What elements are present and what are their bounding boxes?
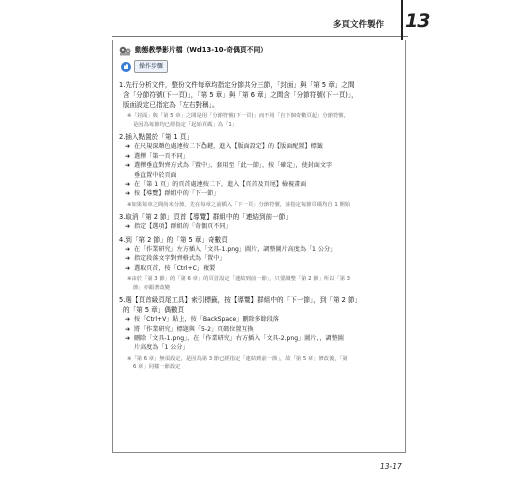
step-note: ※由於「第 3 節」的「第 6 章」的頁首設定「連結到前一節」，只要調整「第 2 節」所以「第 3	[127, 276, 351, 283]
step-note: ※「第 6 章」無須設定，是因為第 3 節已經指定「連結到前一節」，故「第 5 章」修改後，「第	[127, 355, 348, 362]
sub-step: ➔ 在尺規深顏色處連按二下 鍵，進入【版面設定】的【版面配置】標籤	[125, 143, 323, 151]
sub-step: ➔ 選擇垂直對齊方式為「置中」，套用至「此一節」，按「確定」，使封面文字	[125, 162, 333, 170]
sub-step: ➔ 選擇「第一頁不同」	[125, 152, 189, 160]
sub-step: ➔ 選取頁首，按「Ctrl+C」複製	[125, 264, 216, 272]
steps-hand-icon	[121, 62, 131, 72]
chapter-number: 13	[405, 10, 430, 32]
step-heading: 5.選【頁首級頁尾工具】索引標籤，按【導覽】群組中的「下一節」，到「第 2 節」	[119, 296, 362, 305]
running-header-title: 多頁文件製作	[333, 20, 385, 30]
arrow-icon: ➔	[125, 316, 131, 324]
step-5	[119, 295, 399, 372]
sub-step: ➔ 指定【選項】群組的「奇偶頁不同」	[125, 223, 232, 231]
arrow-icon: ➔	[125, 255, 131, 263]
step-2	[119, 132, 399, 209]
step-heading: 4.到「第 2 節」的「第 5 章」奇數頁	[119, 235, 228, 244]
sub-step: ➔ 指定段落文字對齊格式為「置中」	[125, 255, 226, 263]
page-number: 13-17	[380, 462, 402, 471]
step-note: 是因為每節均已經指定「起始頁碼」為「1」	[133, 121, 238, 128]
step-continuation: 含「分節符號(下一頁)」，「第 5 章」與「第 6 章」之間含「分節符號(下一頁)」，	[123, 91, 358, 100]
arrow-icon: ➔	[125, 264, 131, 272]
sub-step-continuation: 垂直置中於頁面	[134, 171, 177, 179]
sub-step: ➔ 將「作業研究」標題與「5-2」頁碼位置互換	[125, 325, 254, 333]
arrow-icon: ➔	[125, 335, 131, 343]
step-note: ※如果每章之間尚未分節，先在每章之前插入「下一頁」分節符號，並指定每節頁碼均自 1 開始	[127, 201, 351, 208]
step-heading: 3.取消「第 2 節」頁首【導覽】群組中的「連結到前一節」	[119, 213, 292, 222]
sub-step: ➔ 按【導覽】群組中的「下一節」	[125, 190, 220, 198]
step-note: ※「封面」與「第 5 章」之間是用「分節符號(下一頁)」而不用「自下個奇數頁起」分節符號，	[127, 113, 349, 120]
step-continuation: 版面設定已指定為「左右對稱」。	[123, 101, 219, 110]
arrow-icon: ➔	[125, 143, 131, 151]
sub-step: ➔ 刪除「文具-1.png」，在「作業研究」右方插入「文具-2.png」圖片，，調整圖	[125, 335, 344, 343]
header-divider	[401, 0, 403, 40]
step-heading: 1.先行分析文件，整份文件每章均指定分節共分三節，「封面」與「第 5 章」之間	[119, 81, 355, 90]
sub-step-continuation: 片高度為「1 公分」	[134, 344, 189, 352]
video-row	[119, 44, 399, 57]
arrow-icon: ➔	[125, 223, 131, 231]
film-reel-icon	[119, 46, 131, 56]
arrow-icon: ➔	[125, 190, 131, 198]
arrow-icon: ➔	[125, 325, 131, 333]
header-rule	[112, 36, 408, 37]
step-heading: 2.插入點置於「第 1 頁」	[119, 133, 194, 142]
arrow-icon: ➔	[125, 152, 131, 160]
steps-tag	[121, 60, 168, 73]
arrow-icon: ➔	[125, 162, 131, 170]
step-note: 6 章」同樣一節設定	[133, 364, 181, 371]
sub-step: ➔ 按「Ctrl+V」貼上，按「BackSpace」刪除多餘段落	[125, 316, 279, 324]
step-1	[119, 80, 399, 129]
sub-step: ➔ 在「作業研究」左方插入「文具-1.png」圖片，調整圖片高度為「1 公分」	[125, 245, 337, 253]
step-note: 節」亦跟著改變	[133, 284, 171, 291]
content-box	[112, 40, 406, 453]
sub-step: ➔ 在「第 1 頁」的頁首處連按二下，進入【頁首及頁尾】檢視畫面	[125, 181, 307, 189]
video-title: 動態教學影片檔（Wd13-10-奇偶頁不同）	[135, 45, 268, 54]
step-4	[119, 235, 399, 292]
steps-label: 操作步驟	[134, 60, 168, 73]
step-continuation: 的「第 5 章」偶數頁	[123, 306, 185, 315]
arrow-icon: ➔	[125, 245, 131, 253]
arrow-icon: ➔	[125, 181, 131, 189]
step-3	[119, 212, 399, 231]
